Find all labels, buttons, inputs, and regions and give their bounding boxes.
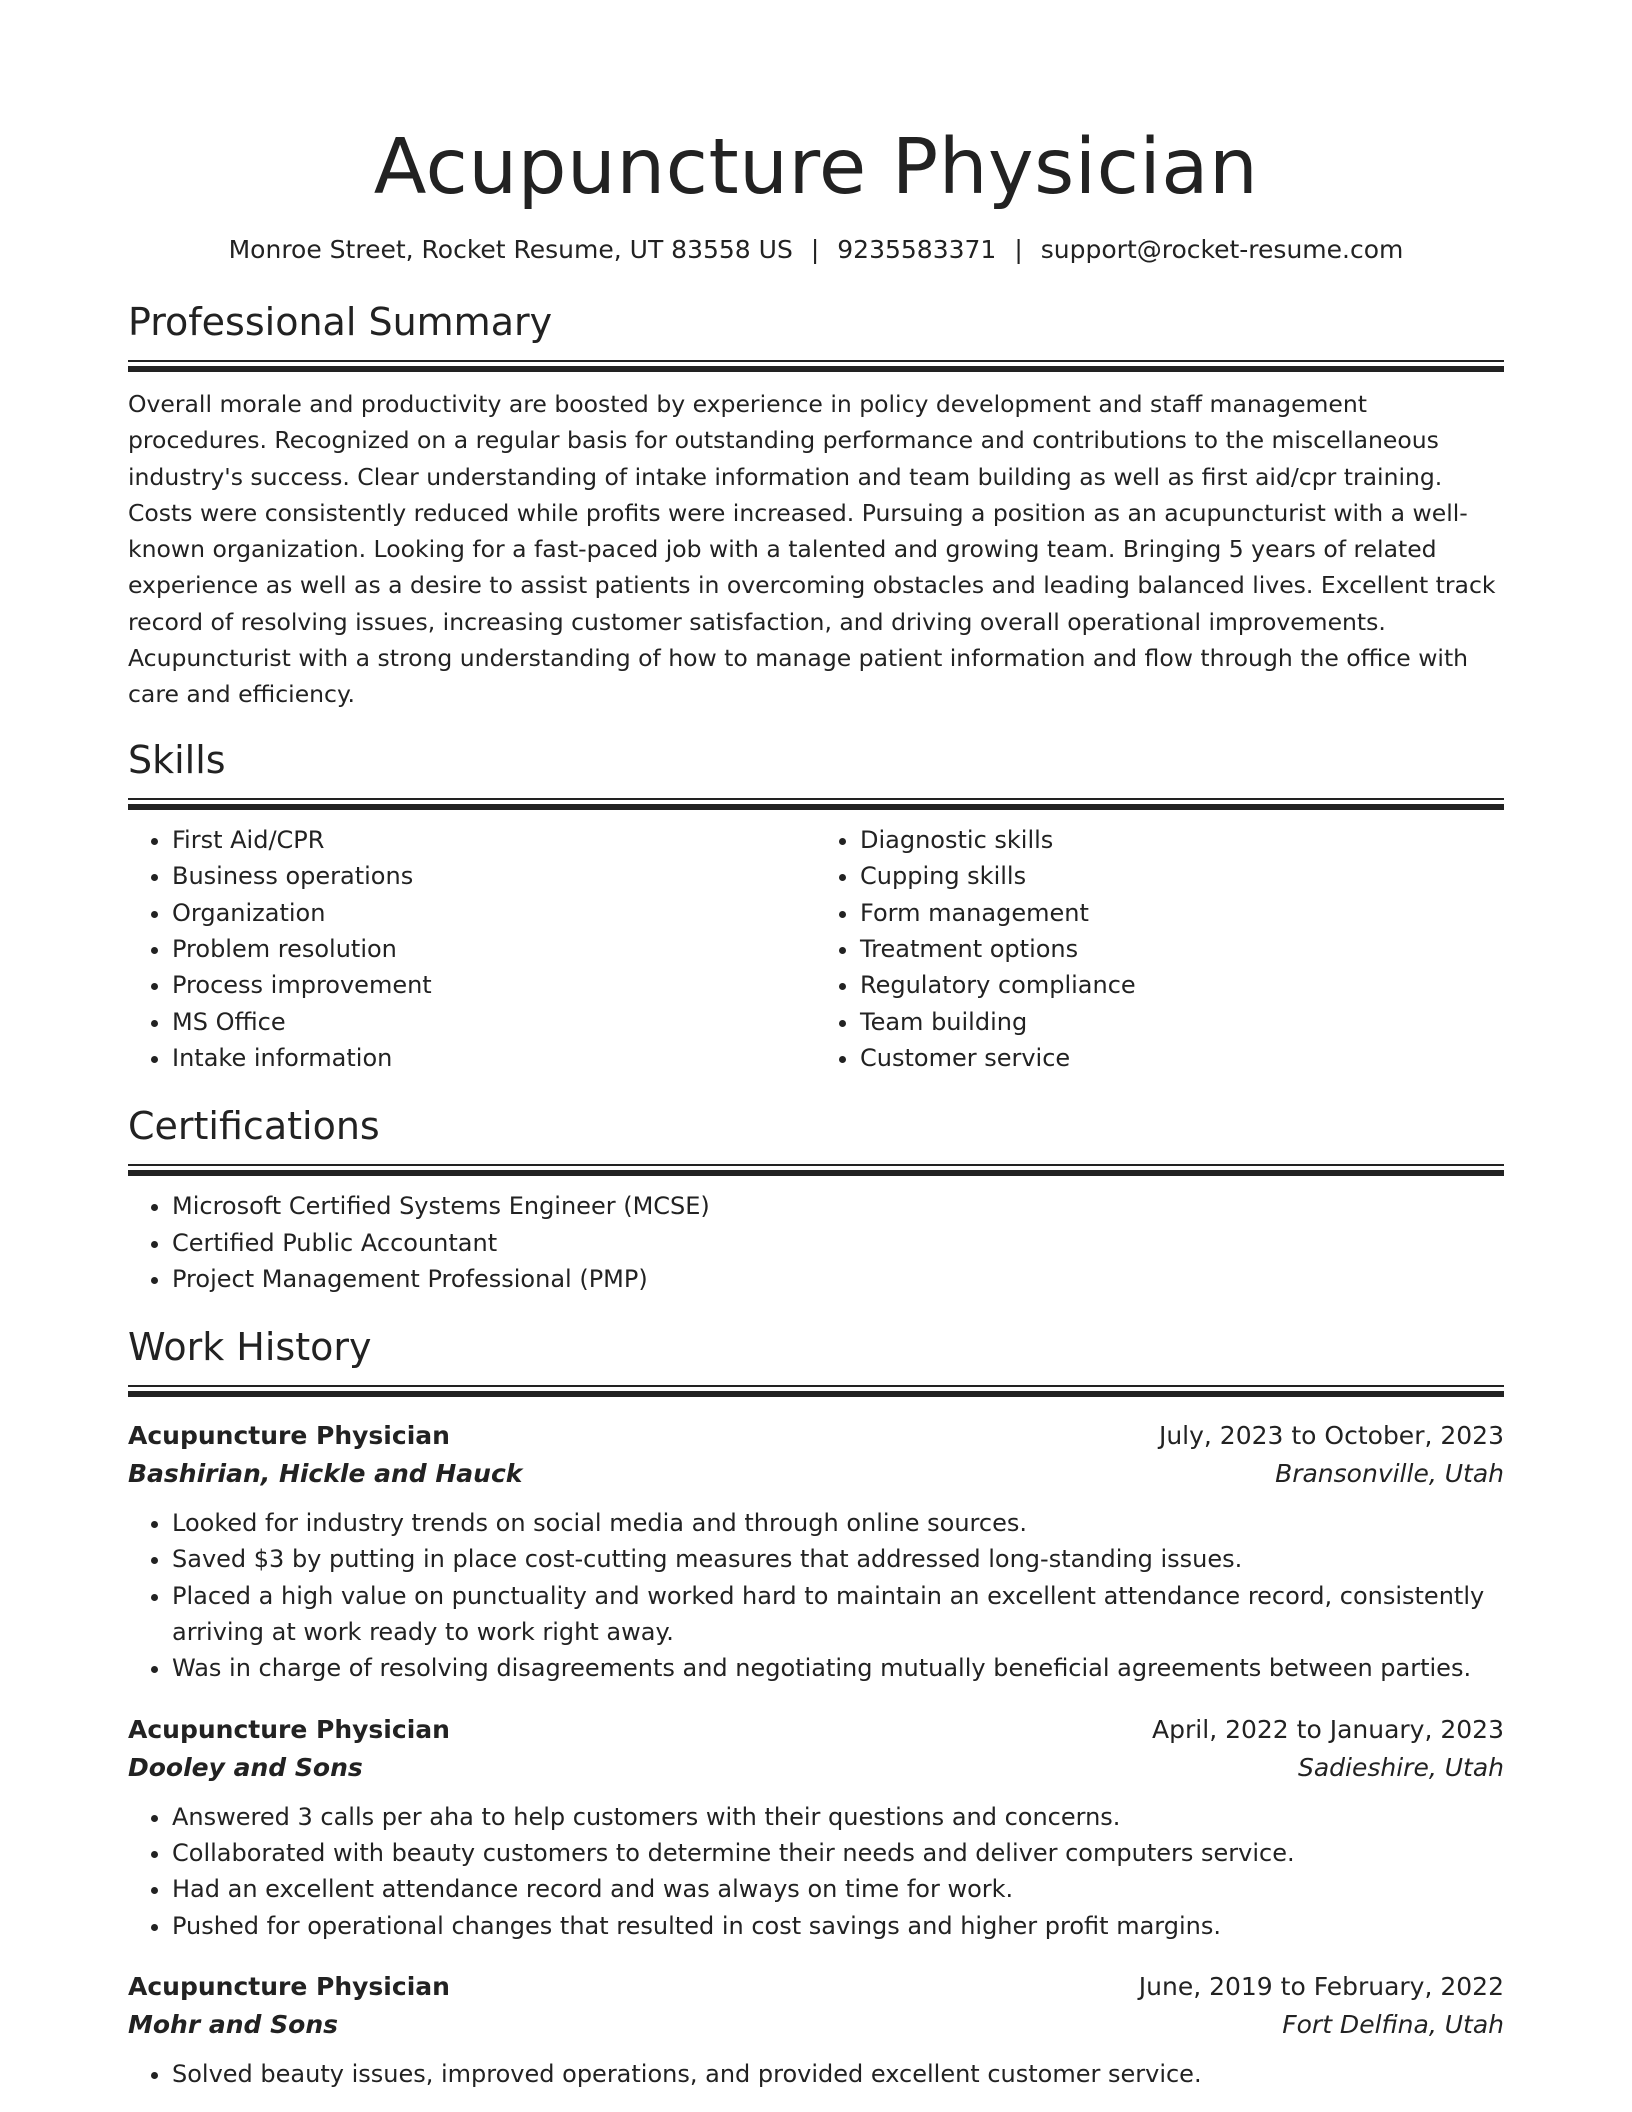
job-header-row [128, 1968, 1504, 2006]
job-header-row [128, 1711, 1504, 1749]
job-company: Mohr and Sons [128, 2009, 339, 2039]
job-bullet: • Collaborated with beauty customers to determine their needs and deliver computers service. [172, 1835, 1504, 1871]
skill-item: • Diagnostic skills [860, 822, 1504, 858]
jobs-list [128, 1417, 1504, 2092]
skill-item: • First Aid/CPR [172, 822, 816, 858]
skill-item: • Customer service [860, 1040, 1504, 1076]
job-bullets [128, 1799, 1504, 1944]
job-bullets [128, 2056, 1504, 2092]
skill-item: • Business operations [172, 858, 816, 894]
skill-item: • Regulatory compliance [860, 967, 1504, 1003]
contact-line [128, 232, 1504, 268]
skill-item: • Cupping skills [860, 858, 1504, 894]
job-company: Dooley and Sons [128, 1752, 363, 1782]
job-bullet: • Saved $3 by putting in place cost-cutting measures that addressed long-standing issues. [172, 1541, 1504, 1577]
job-title: Acupuncture Physician [128, 1714, 450, 1744]
skills-list-right [816, 822, 1504, 1076]
certification-item: • Microsoft Certified Systems Engineer (MCSE) [172, 1188, 1504, 1224]
section-title-certifications: Certifications [128, 1104, 380, 1149]
skill-item: • Team building [860, 1004, 1504, 1040]
job-company-row [128, 2006, 1504, 2044]
job-title: Acupuncture Physician [128, 1971, 450, 2001]
section-divider [128, 798, 1504, 810]
candidate-name: Acupuncture Physician [373, 123, 1259, 212]
job-entry [128, 1711, 1504, 1944]
skills-list-left [128, 822, 816, 1076]
section-title-skills: Skills [128, 738, 226, 783]
certifications-list [128, 1188, 1504, 1297]
job-bullet: • Had an excellent attendance record and was always on time for work. [172, 1871, 1504, 1907]
skill-item: • Intake information [172, 1040, 816, 1076]
contact-separator: | [1014, 235, 1023, 264]
certification-item: • Project Management Professional (PMP) [172, 1261, 1504, 1297]
job-dates: July, 2023 to October, 2023 [1158, 1421, 1504, 1451]
skill-item: • Form management [860, 895, 1504, 931]
skill-item: • MS Office [172, 1004, 816, 1040]
job-bullets [128, 1505, 1504, 1686]
job-company: Bashirian, Hickle and Hauck [128, 1459, 523, 1489]
job-dates: June, 2019 to February, 2022 [1138, 1971, 1504, 2001]
skills-grid [128, 810, 1504, 1076]
section-title-work-history: Work History [128, 1325, 372, 1370]
summary-section [128, 298, 1504, 713]
section-divider [128, 1385, 1504, 1397]
skill-item: • Process improvement [172, 967, 816, 1003]
certifications-section [128, 1102, 1504, 1297]
job-bullet: • Solved beauty issues, improved operations, and provided excellent customer service. [172, 2056, 1504, 2092]
job-dates: April, 2022 to January, 2023 [1152, 1714, 1504, 1744]
skill-item: • Organization [172, 895, 816, 931]
job-bullet: • Pushed for operational changes that resulted in cost savings and higher profit margins. [172, 1908, 1504, 1944]
job-bullet: • Placed a high value on punctuality and worked hard to maintain an excellent attendance record, consistently arriving at work ready to work right away. [172, 1578, 1504, 1651]
job-company-row [128, 1455, 1504, 1493]
section-title-summary: Professional Summary [128, 300, 553, 344]
contact-phone: 9235583371 [837, 235, 997, 264]
skills-section [128, 736, 1504, 1076]
contact-address: Monroe Street, Rocket Resume, UT 83558 US [228, 235, 793, 264]
section-divider [128, 360, 1504, 372]
job-entry [128, 1417, 1504, 1686]
job-bullet: • Was in charge of resolving disagreements and negotiating mutually beneficial agreements between parties. [172, 1650, 1504, 1686]
contact-email: support@rocket-resume.com [1040, 235, 1404, 264]
summary-text: Overall morale and productivity are boosted by experience in policy development and staff management procedures. Recognized on a regular basis for outstanding performance and contributions to the miscellaneous industry's success. Clear understanding of intake information and team building as well as first aid/cpr training. Costs were consistently reduced while profits were increased. Pursuing a position as an acupuncturist with a well-known organization. Looking for a fast-paced job with a talented and growing team. Bringing 5 years of related experience as well as a desire to assist patients in overcoming obstacles and leading balanced lives. Excellent track record of resolving issues, increasing customer satisfaction, and driving overall operational improvements. Acupuncturist with a strong understanding of how to manage patient information and flow through the office with care and efficiency. [128, 390, 1496, 709]
job-bullet: • Answered 3 calls per aha to help customers with their questions and concerns. [172, 1799, 1504, 1835]
job-entry [128, 1968, 1504, 2092]
section-divider [128, 1164, 1504, 1176]
work-history-section [128, 1323, 1504, 2092]
skill-item: • Problem resolution [172, 931, 816, 967]
job-company-row [128, 1749, 1504, 1787]
certification-item: • Certified Public Accountant [172, 1225, 1504, 1261]
contact-separator: | [810, 235, 820, 264]
job-location: Fort Delfina, Utah [1282, 2009, 1504, 2039]
job-location: Bransonville, Utah [1275, 1459, 1504, 1489]
job-header-row [128, 1417, 1504, 1455]
job-bullet: • Looked for industry trends on social media and through online sources. [172, 1505, 1504, 1541]
job-location: Sadieshire, Utah [1297, 1752, 1504, 1782]
job-title: Acupuncture Physician [128, 1421, 450, 1451]
skill-item: • Treatment options [860, 931, 1504, 967]
